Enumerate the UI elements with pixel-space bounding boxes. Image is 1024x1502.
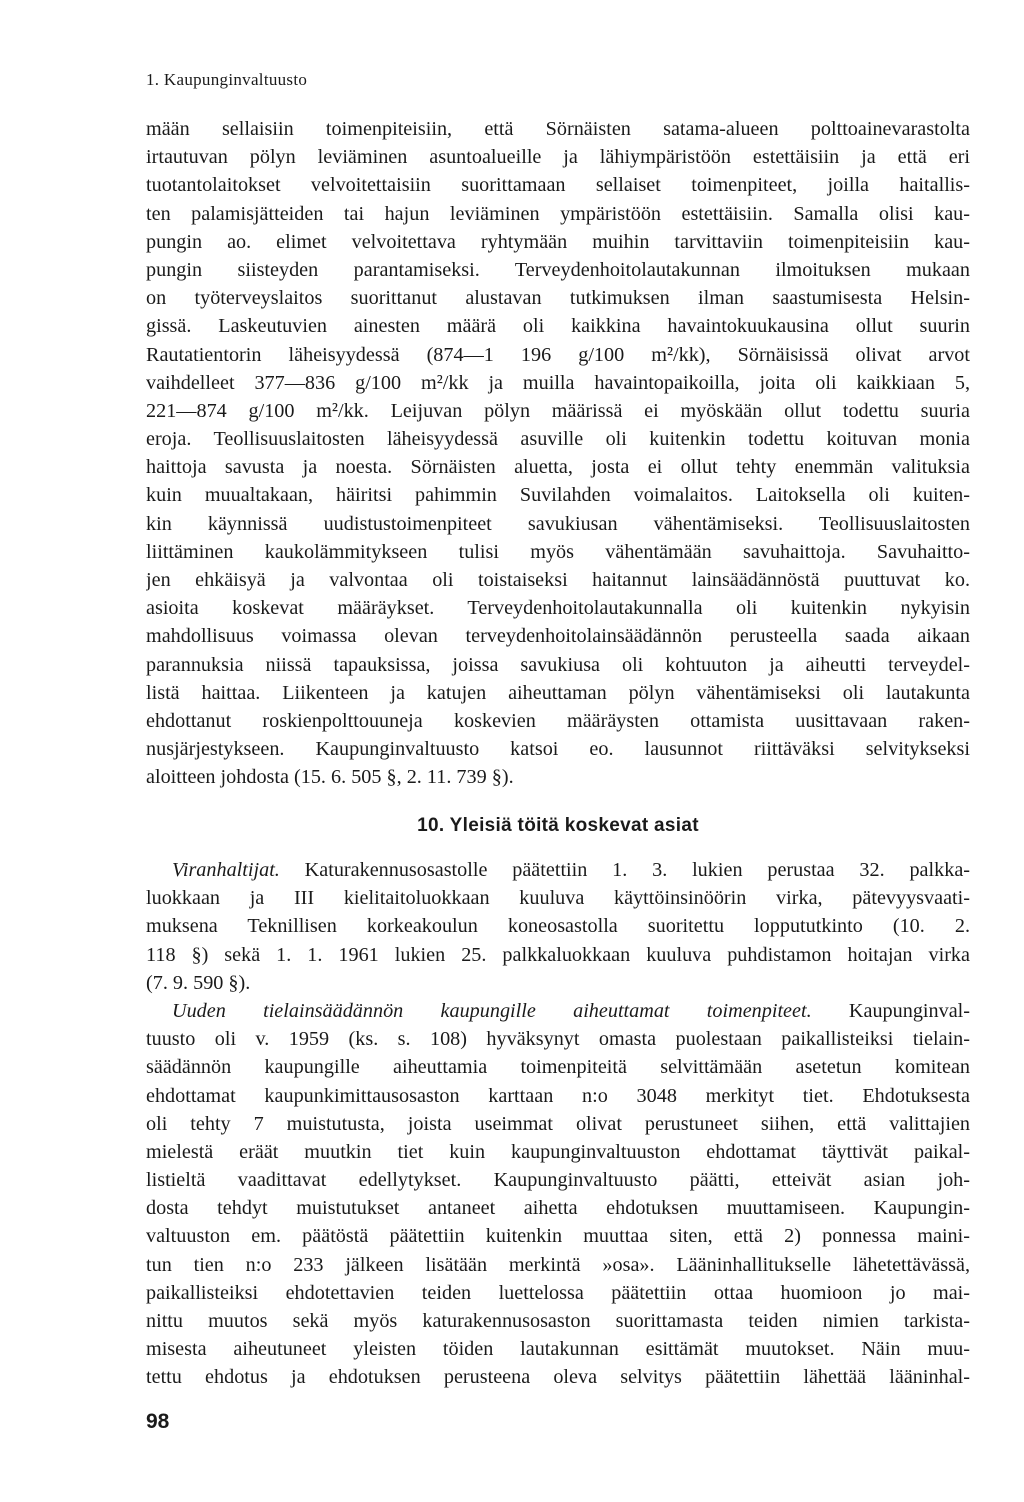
continued-paragraph: [146, 115, 970, 792]
text-line: jen ehkäisyä ja valvontaa oli toistaiseksi haitannut lainsäädännöstä puuttuvat ko.: [146, 569, 970, 591]
text-line: 221—874 g/100 m²/kk. Leijuvan pölyn määrissä ei myöskään ollut todettu suuria: [146, 399, 970, 422]
text-line: muksena Teknillisen korkeakoulun koneosastolla suoritettu loppututkinto (10. 2.: [146, 915, 970, 938]
text-line: asioita koskevat määräykset. Terveydenhoitolautakunnalla oli kuitenkin nykyisin: [146, 597, 970, 620]
text-line: aloitteen johdosta (15. 6. 505 §, 2. 11. 739 §).: [146, 766, 514, 789]
text-line: kin käynnissä uudistustoimenpiteet savukiusan vähentämiseksi. Teollisuuslaitosten: [146, 512, 970, 535]
text-line: luokkaan ja III kielitaitoluokkaan kuuluva käyttöinsinöörin virka, pätevyysvaati-: [146, 887, 970, 910]
paragraph-text: Kaupunginval-: [811, 999, 970, 1022]
text-line: tuusto oli v. 1959 (ks. s. 108) hyväksynyt omasta puolestaan paikallisteiksi tielain-: [146, 1028, 970, 1051]
text-line: misesta aiheutuneet yleisten töiden lautakunnan esittämät muutokset. Näin muu-: [146, 1338, 970, 1361]
text-line: mahdollisuus voimassa olevan terveydenhoitolainsäädännön perusteella saada aikaan: [146, 625, 970, 648]
text-line: irtautuvan pölyn leviäminen asuntoalueille ja lähiympäristöön estettäisiin ja että eri: [146, 146, 970, 169]
text-line: pungin ao. elimet velvoitettava ryhtymään muihin tarvittaviin toimenpiteisiin kau-: [146, 230, 970, 253]
text-line: kuin muualtakaan, häiritsi pahimmin Suvilahden voimalaitos. Laitoksella oli kuiten-: [146, 484, 970, 507]
text-line: tun tien n:o 233 jälkeen lisätään merkintä »osa». Lääninhallitukselle lähetettävässä,: [146, 1253, 970, 1276]
text-line: listieltä vaadittavat edellytykset. Kaupunginvaltuusto päätti, etteivät asian joh-: [146, 1169, 970, 1192]
text-line: listä haittaa. Liikenteen ja katujen aiheuttaman pölyn vähentämiseksi oli lautakunta: [146, 681, 970, 704]
section-body: [146, 856, 970, 1392]
paragraph-text: Katurakennusosastolle päätettiin 1. 3. lukien perustaa 32. palkka-: [279, 859, 970, 881]
text-line: ehdottamat kaupunkimittausosaston karttaan n:o 3048 merkityt tiet. Ehdotuksesta: [146, 1084, 970, 1107]
paragraph-first-line: [146, 856, 970, 884]
text-line: paikallisteiksi ehdotettavien teiden luettelossa päätettiin ottaa huomioon jo mai-: [146, 1281, 970, 1304]
text-line: gissä. Laskeutuvien ainesten määrä oli kaikkina havaintokuukausina ollut suurin: [146, 315, 970, 338]
paragraph-title: Uuden tielainsäädännön kaupungille aiheuttamat toimenpiteet.: [172, 999, 812, 1022]
text-line: valtuuston em. päätöstä päätettiin kuitenkin muuttaa siten, että 2) ponnessa maini-: [146, 1225, 970, 1248]
text-line: mielestä eräät muutkin tiet kuin kaupunginvaltuuston ehdottamat täyttivät paikal-: [146, 1140, 970, 1163]
text-line: (7. 9. 590 §).: [146, 971, 251, 994]
text-line: 118 §) sekä 1. 1. 1961 lukien 25. palkkaluokkaan kuuluva puhdistamon hoitajan virka: [146, 943, 970, 966]
text-line: säädännön kaupungille aiheuttamia toimenpiteitä selvittämään asetetun komitean: [146, 1056, 970, 1079]
text-line: ehdottanut roskienpolttouuneja koskevien määräysten ottamista uusittavaan raken-: [146, 709, 970, 732]
text-line: tettu ehdotus ja ehdotuksen perusteena oleva selvitys päätettiin lähettää lääninhal-: [146, 1366, 970, 1389]
text-line: tuotantolaitokset velvoitettaisiin suorittamaan sellaiset toimenpiteet, joilla haitallis-: [146, 174, 970, 197]
text-line: dosta tehdyt muistutukset antaneet aihetta ehdotuksen muuttamiseen. Kaupungin-: [146, 1197, 970, 1220]
text-line: haittoja savusta ja noesta. Sörnäisten aluetta, josta ei ollut tehty enemmän valituksia: [146, 456, 970, 479]
text-line: eroja. Teollisuuslaitosten läheisyydessä asuville oli kuitenkin todettu koituvan monia: [146, 428, 970, 451]
text-line: nittu muutos sekä myös katurakennusosaston suorittamasta teiden nimien tarkista-: [146, 1310, 970, 1332]
text-line: vaihdelleet 377—836 g/100 m²/kk ja muilla havaintopaikoilla, joita oli kaikkiaan 5,: [146, 371, 970, 394]
running-header: 1. Kaupunginvaltuusto: [146, 70, 308, 89]
text-line: ten palamisjätteiden tai hajun leviäminen ympäristöön estettäisiin. Samalla olisi kau-: [146, 202, 970, 225]
text-line: nusjärjestykseen. Kaupunginvaltuusto katsoi eo. lausunnot riittäväksi selvitykseksi: [146, 738, 970, 761]
text-line: Rautatientorin läheisyydessä (874—1 196 g/100 m²/kk), Sörnäisissä olivat arvot: [146, 343, 970, 366]
text-line: mään sellaisiin toimenpiteisiin, että Sörnäisten satama-alueen polttoainevarastolta: [146, 118, 970, 140]
paragraph-first-line: [146, 997, 970, 1025]
text-line: parannuksia niissä tapauksissa, joissa savukiusa oli kohtuuton ja aiheutti terveydel-: [146, 653, 970, 676]
text-line: on työterveyslaitos suorittanut alustavan tutkimuksen ilman saastumisesta Helsin-: [146, 287, 970, 310]
paragraph-title: Viranhaltijat.: [172, 859, 280, 881]
text-line: pungin siisteyden parantamiseksi. Terveydenhoitolautakunnan ilmoituksen mukaan: [146, 258, 970, 281]
page-number: 98: [146, 1410, 170, 1433]
section-heading: 10. Yleisiä töitä koskevat asiat: [417, 815, 699, 836]
text-line: liittäminen kaukolämmitykseen tulisi myös vähentämään savuhaittoja. Savuhaitto-: [146, 540, 970, 563]
text-line: oli tehty 7 muistutusta, joista useimmat olivat perustuneet siihen, että valittajien: [146, 1112, 970, 1135]
